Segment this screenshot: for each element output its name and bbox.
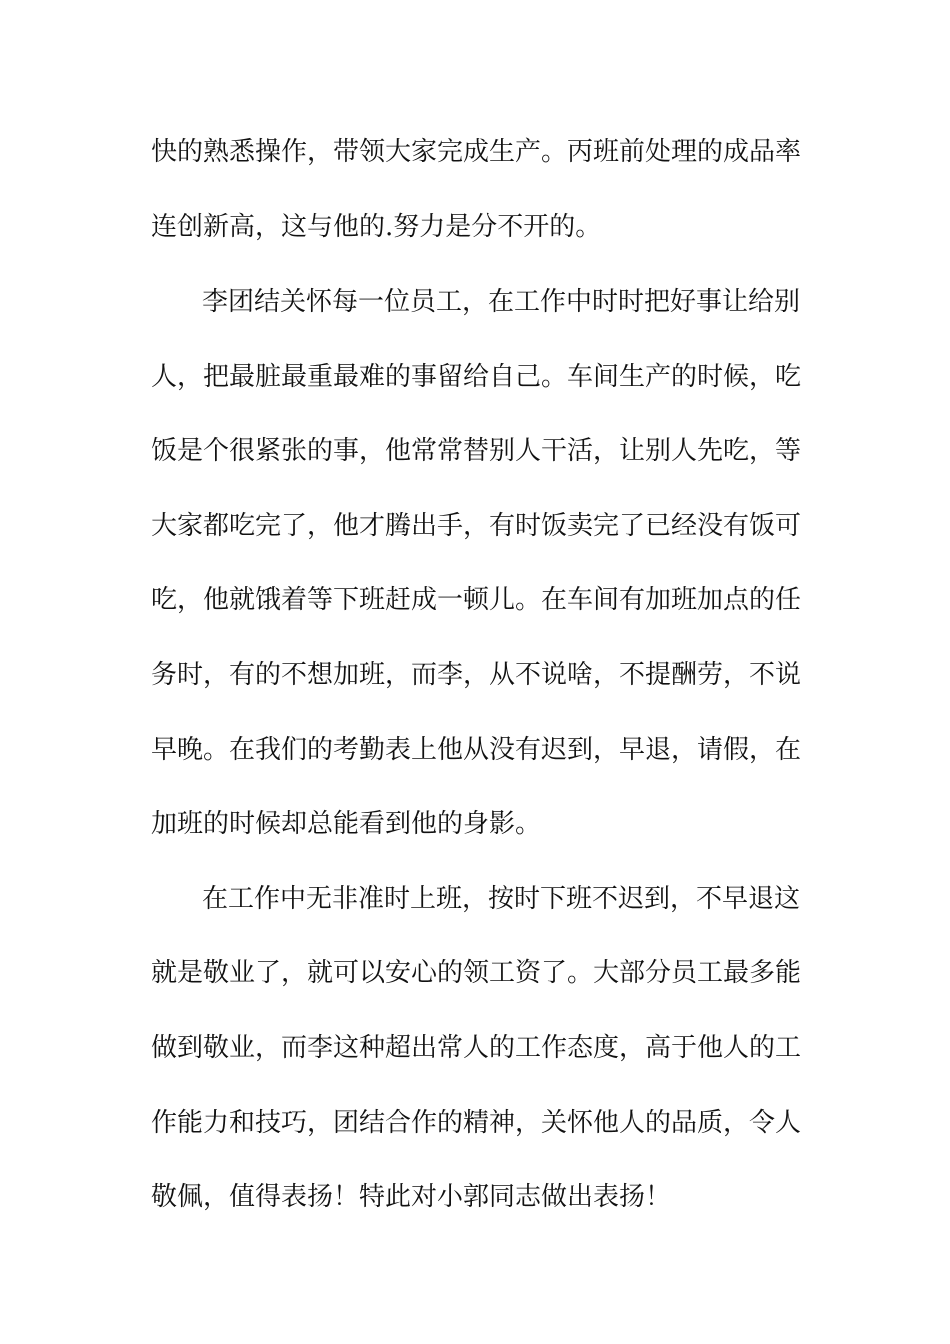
paragraph-3-line-1: 在工作中无非准时上班，按时下班不迟到，不早退这 [202,884,801,914]
paragraph-3-line-5: 敬佩，值得表扬！特此对小郭同志做出表扬！ [151,1182,672,1212]
paragraph-3-line-3: 做到敬业，而李这种超出常人的工作态度，高于他人的工 [151,1033,802,1063]
paragraph-2-line-1: 李团结关怀每一位员工，在工作中时时把好事让给别 [202,287,801,317]
paragraph-2-line-5: 吃，他就饿着等下班赶成一顿儿。在车间有加班加点的任 [151,585,802,615]
paragraph-1-line-2: 连创新高，这与他的.努力是分不开的。 [151,212,602,242]
paragraph-2-line-4: 大家都吃完了，他才腾出手，有时饭卖完了已经没有饭可 [151,511,802,541]
paragraph-2-line-6: 务时，有的不想加班，而李，从不说啥，不提酬劳，不说 [151,660,802,690]
paragraph-2-line-7: 早晚。在我们的考勤表上他从没有迟到，早退，请假，在 [151,735,802,765]
paragraph-2-line-3: 饭是个很紧张的事，他常常替别人干活，让别人先吃，等 [151,436,802,466]
paragraph-3-line-2: 就是敬业了，就可以安心的领工资了。大部分员工最多能 [151,958,802,988]
paragraph-2-line-2: 人，把最脏最重最难的事留给自己。车间生产的时候，吃 [151,362,802,392]
paragraph-1-line-1: 快的熟悉操作，带领大家完成生产。丙班前处理的成品率 [151,137,802,167]
paragraph-2-line-8: 加班的时候却总能看到他的身影。 [151,809,542,839]
paragraph-3-line-4: 作能力和技巧，团结合作的精神，关怀他人的品质，令人 [151,1108,802,1138]
